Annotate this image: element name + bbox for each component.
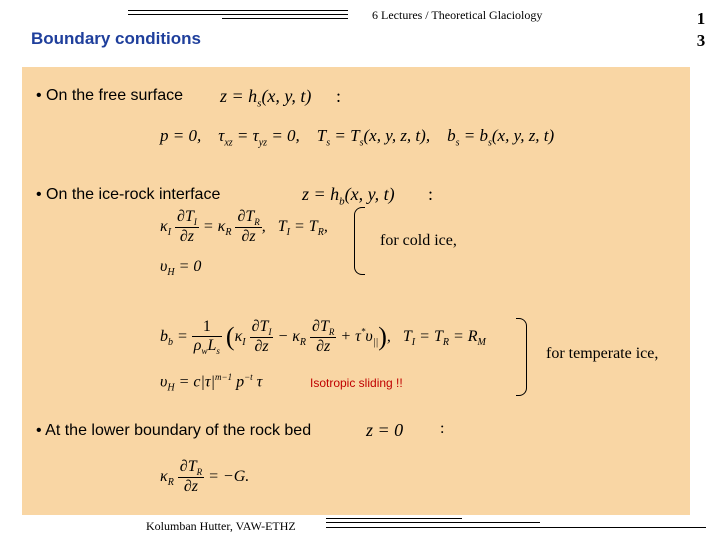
page-number-digit-1: 1 — [696, 9, 706, 28]
ice-rock-definition: $z = h_b(x$, y, t) — [302, 184, 395, 208]
cold-ice-velocity-condition: $\upsilon_H = 0$ — [160, 258, 202, 279]
fraction-dTR-dz-temperate: $\frac{\partial T_R}{\partial z}$ — [312, 318, 335, 356]
temperate-ice-sliding-law: $\upsilon_H = c|\tau|^{m-1}$ $p^{-t}$ τ — [160, 372, 263, 394]
header-title: 6 Lectures / Theoretical Glaciology — [372, 8, 543, 22]
page-number-digit-2: 3 — [696, 31, 706, 50]
free-surface-conditions: p = 0, $\tau_{xz} = \tau_{yz} = 0$, $T_s = T_s(x$, y, z, t), $b_s = b_s(x$, y, z, t) — [160, 126, 555, 149]
bullet-ice-rock: • On the ice-rock interface — [36, 186, 221, 203]
fraction-dTR-dz-lower: $\frac{\partial T_R}{\partial z}$ — [179, 458, 203, 496]
bullet-lower-boundary: • At the lower boundary of the rock bed — [36, 422, 312, 439]
fraction-dTI-dz: $\frac{\partial T_I}{\partial z}$ — [177, 208, 197, 246]
footer-rule-1 — [326, 518, 462, 519]
free-surface-colon: : — [336, 86, 342, 106]
header-rule-2 — [128, 14, 348, 15]
lower-boundary-colon: : — [440, 420, 445, 437]
lower-boundary-definition: z = 0 — [366, 420, 404, 440]
free-surface-definition: $z = h_s(x$, y, t) — [220, 86, 312, 110]
temperate-ice-brace — [516, 318, 527, 396]
lower-boundary-flux-condition: $\kappa_R$ $\frac{\partial T_R}{\partial z}$ = −G. — [160, 458, 250, 496]
slide-title: Boundary conditions — [31, 29, 201, 48]
fraction-1-rhoL: $\frac{1}{\rho_wL_s}$ — [193, 318, 220, 357]
fraction-dTR-dz: $\frac{\partial T_R}{\partial z}$ — [237, 208, 260, 246]
cold-ice-label: for cold ice, — [380, 232, 457, 249]
footer-credit: Kolumban Hutter, VAW-ETHZ — [146, 519, 296, 533]
ice-rock-colon: : — [428, 184, 434, 204]
header-rule-3 — [222, 18, 348, 19]
temperate-ice-label: for temperate ice, — [546, 345, 659, 362]
sliding-note: Isotropic sliding !! — [310, 376, 403, 390]
page-number — [690, 8, 712, 52]
cold-ice-flux-condition: $\kappa_I$ $\frac{\partial T_I}{\partial z}$ = $\kappa_R$ $\frac{\partial T_R}{\partial z}$ , $T_I = T_R$, — [160, 208, 328, 246]
header-rule-1 — [128, 10, 348, 11]
temperate-ice-energy-condition: $b_b$ = $\frac{1}{\rho_wL_s}$ ($\kappa_I$ $\frac{\partial T_I}{\partial z}$ − $\kappa_R$ $\frac{\partial T_R}{\partial z}$ + $\tau^*\upsilon_{||}$), $T_I = T_R = R_M$ — [160, 318, 486, 357]
footer-rule-2 — [326, 522, 540, 523]
fraction-dTI-dz-temperate: $\frac{\partial T_I}{\partial z}$ — [251, 318, 272, 356]
footer-rule-3 — [326, 527, 706, 528]
bullet-free-surface: • On the free surface — [36, 87, 184, 104]
cold-ice-brace — [354, 207, 365, 275]
